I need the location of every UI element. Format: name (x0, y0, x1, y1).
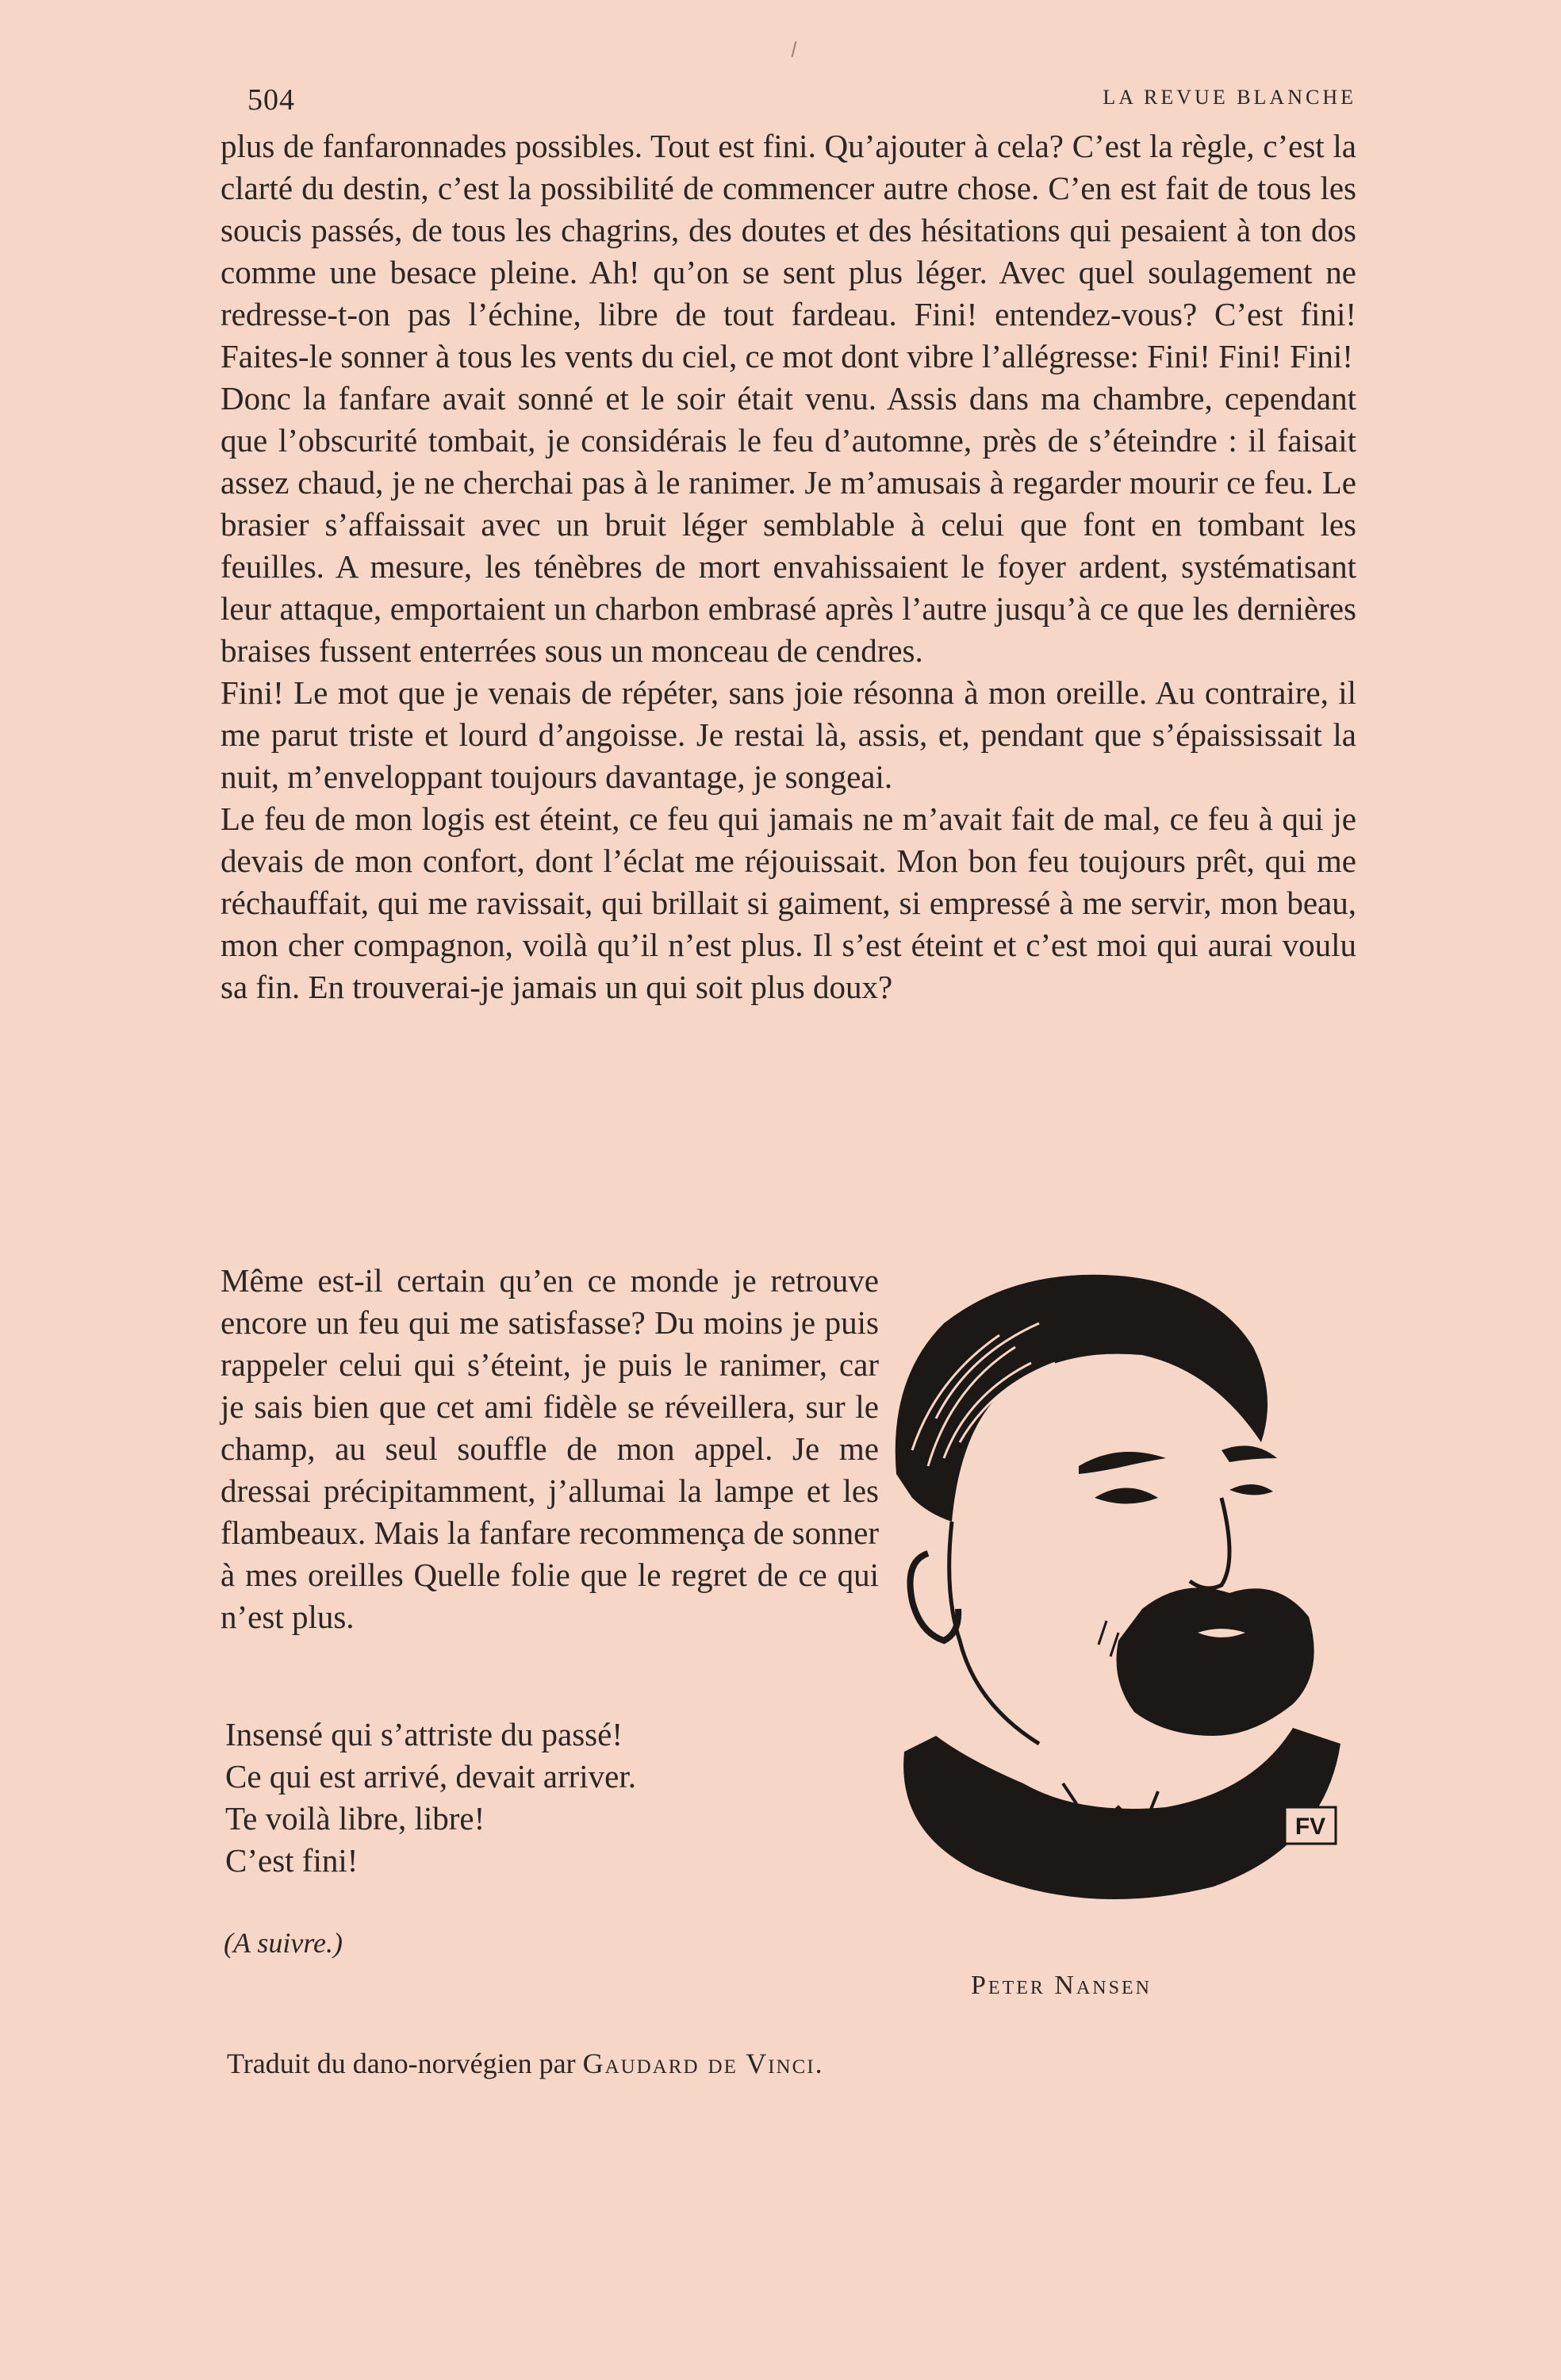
translator-credit (227, 2047, 824, 2080)
page-header (221, 83, 1356, 122)
verse-line-1: Insensé qui s’attriste du passé! (225, 1716, 623, 1752)
verse-line-4: C’est fini! (225, 1842, 359, 1879)
translator-name: Gaudard de Vinci. (582, 2048, 824, 2079)
verse-line-3: Te voilà libre, libre! (225, 1800, 485, 1837)
body-text (221, 125, 1356, 1008)
translator-prefix: Traduit du dano-norvégien par (227, 2048, 583, 2079)
paragraph-2: Donc la fanfare avait sonné et le soir était venu. Assis dans ma chambre, cependant que l’obscurité tombait, je considérais le feu d’automne, près de s’éteindre : il faisait assez chaud, je ne cherchai pas à le ranimer. Je m’amusais à regarder mourir ce feu. Le brasier s’affaissait avec un bruit léger semblable à celui que font en tombant les feuilles. A mesure, les ténèbres de mort envahissaient le foyer ardent, systématisant leur attaque, emportaient un charbon embrasé après l’autre jusqu’à ce que les dernières braises fussent enterrées sous un monceau de cendres. (221, 380, 1356, 669)
author-signature: Peter Nansen (971, 1971, 1152, 2000)
author-portrait-woodcut (880, 1260, 1356, 1902)
paragraph-4: Le feu de mon logis est éteint, ce feu qui jamais ne m’avait fait de mal, ce feu à qui je devais de mon confort, dont l’éclat me réjouissait. Mon bon feu toujours prêt, qui me réchauffait, qui me ravissait, qui brillait si gaiment, si empressé à me servir, mon beau, mon cher compagnon, voilà qu’il n’est plus. Il s’est éteint et c’est moi qui aurai voulu sa fin. En trouverai-je jamais un qui soit plus doux? (221, 800, 1356, 1005)
running-title: LA REVUE BLANCHE (1103, 86, 1356, 109)
verse-block (225, 1714, 636, 1882)
to-be-continued: (A suivre.) (224, 1927, 343, 1959)
verse-line-2: Ce qui est arrivé, devait arriver. (225, 1758, 636, 1795)
page-number: 504 (247, 83, 295, 117)
paragraph-3: Fini! Le mot que je venais de répéter, sans joie résonna à mon oreille. Au contraire, il me parut triste et lourd d’angoisse. Je restai là, assis, et, pendant que s’épaississait la nuit, m’enveloppant toujours davantage, je songeai. (221, 674, 1356, 795)
paragraph-1: plus de fanfaronnades possibles. Tout est fini. Qu’ajouter à cela? C’est la règle, c’est la clarté du destin, c’est la possibilité de commencer autre chose. C’en est fait de tous les soucis passés, de tous les chagrins, des doutes et des hésitations qui pesaient à ton dos comme une besace pleine. Ah! qu’on se sent plus léger. Avec quel soulagement ne redresse-t-on pas l’échine, libre de tout fardeau. Fini! entendez-vous? C’est fini! Faites-le sonner à tous les vents du ciel, ce mot dont vibre l’allégresse: Fini! Fini! Fini! (221, 128, 1356, 374)
wrapped-paragraph: Même est-il certain qu’en ce monde je retrouve encore un feu qui me satisfasse? Du moins je puis rappeler celui qui s’éteint, je puis le ranimer, car je sais bien que cet ami fidèle se réveillera, sur le champ, au seul souffle de mon appel. Je me dressai précipitamment, j’allumai la lampe et les flambeaux. Mais la fanfare recommença de sonner à mes oreilles Quelle folie que le regret de ce qui n’est plus. (221, 1262, 879, 1635)
paper-mark (792, 41, 797, 57)
monogram: FV (1294, 1814, 1326, 1840)
